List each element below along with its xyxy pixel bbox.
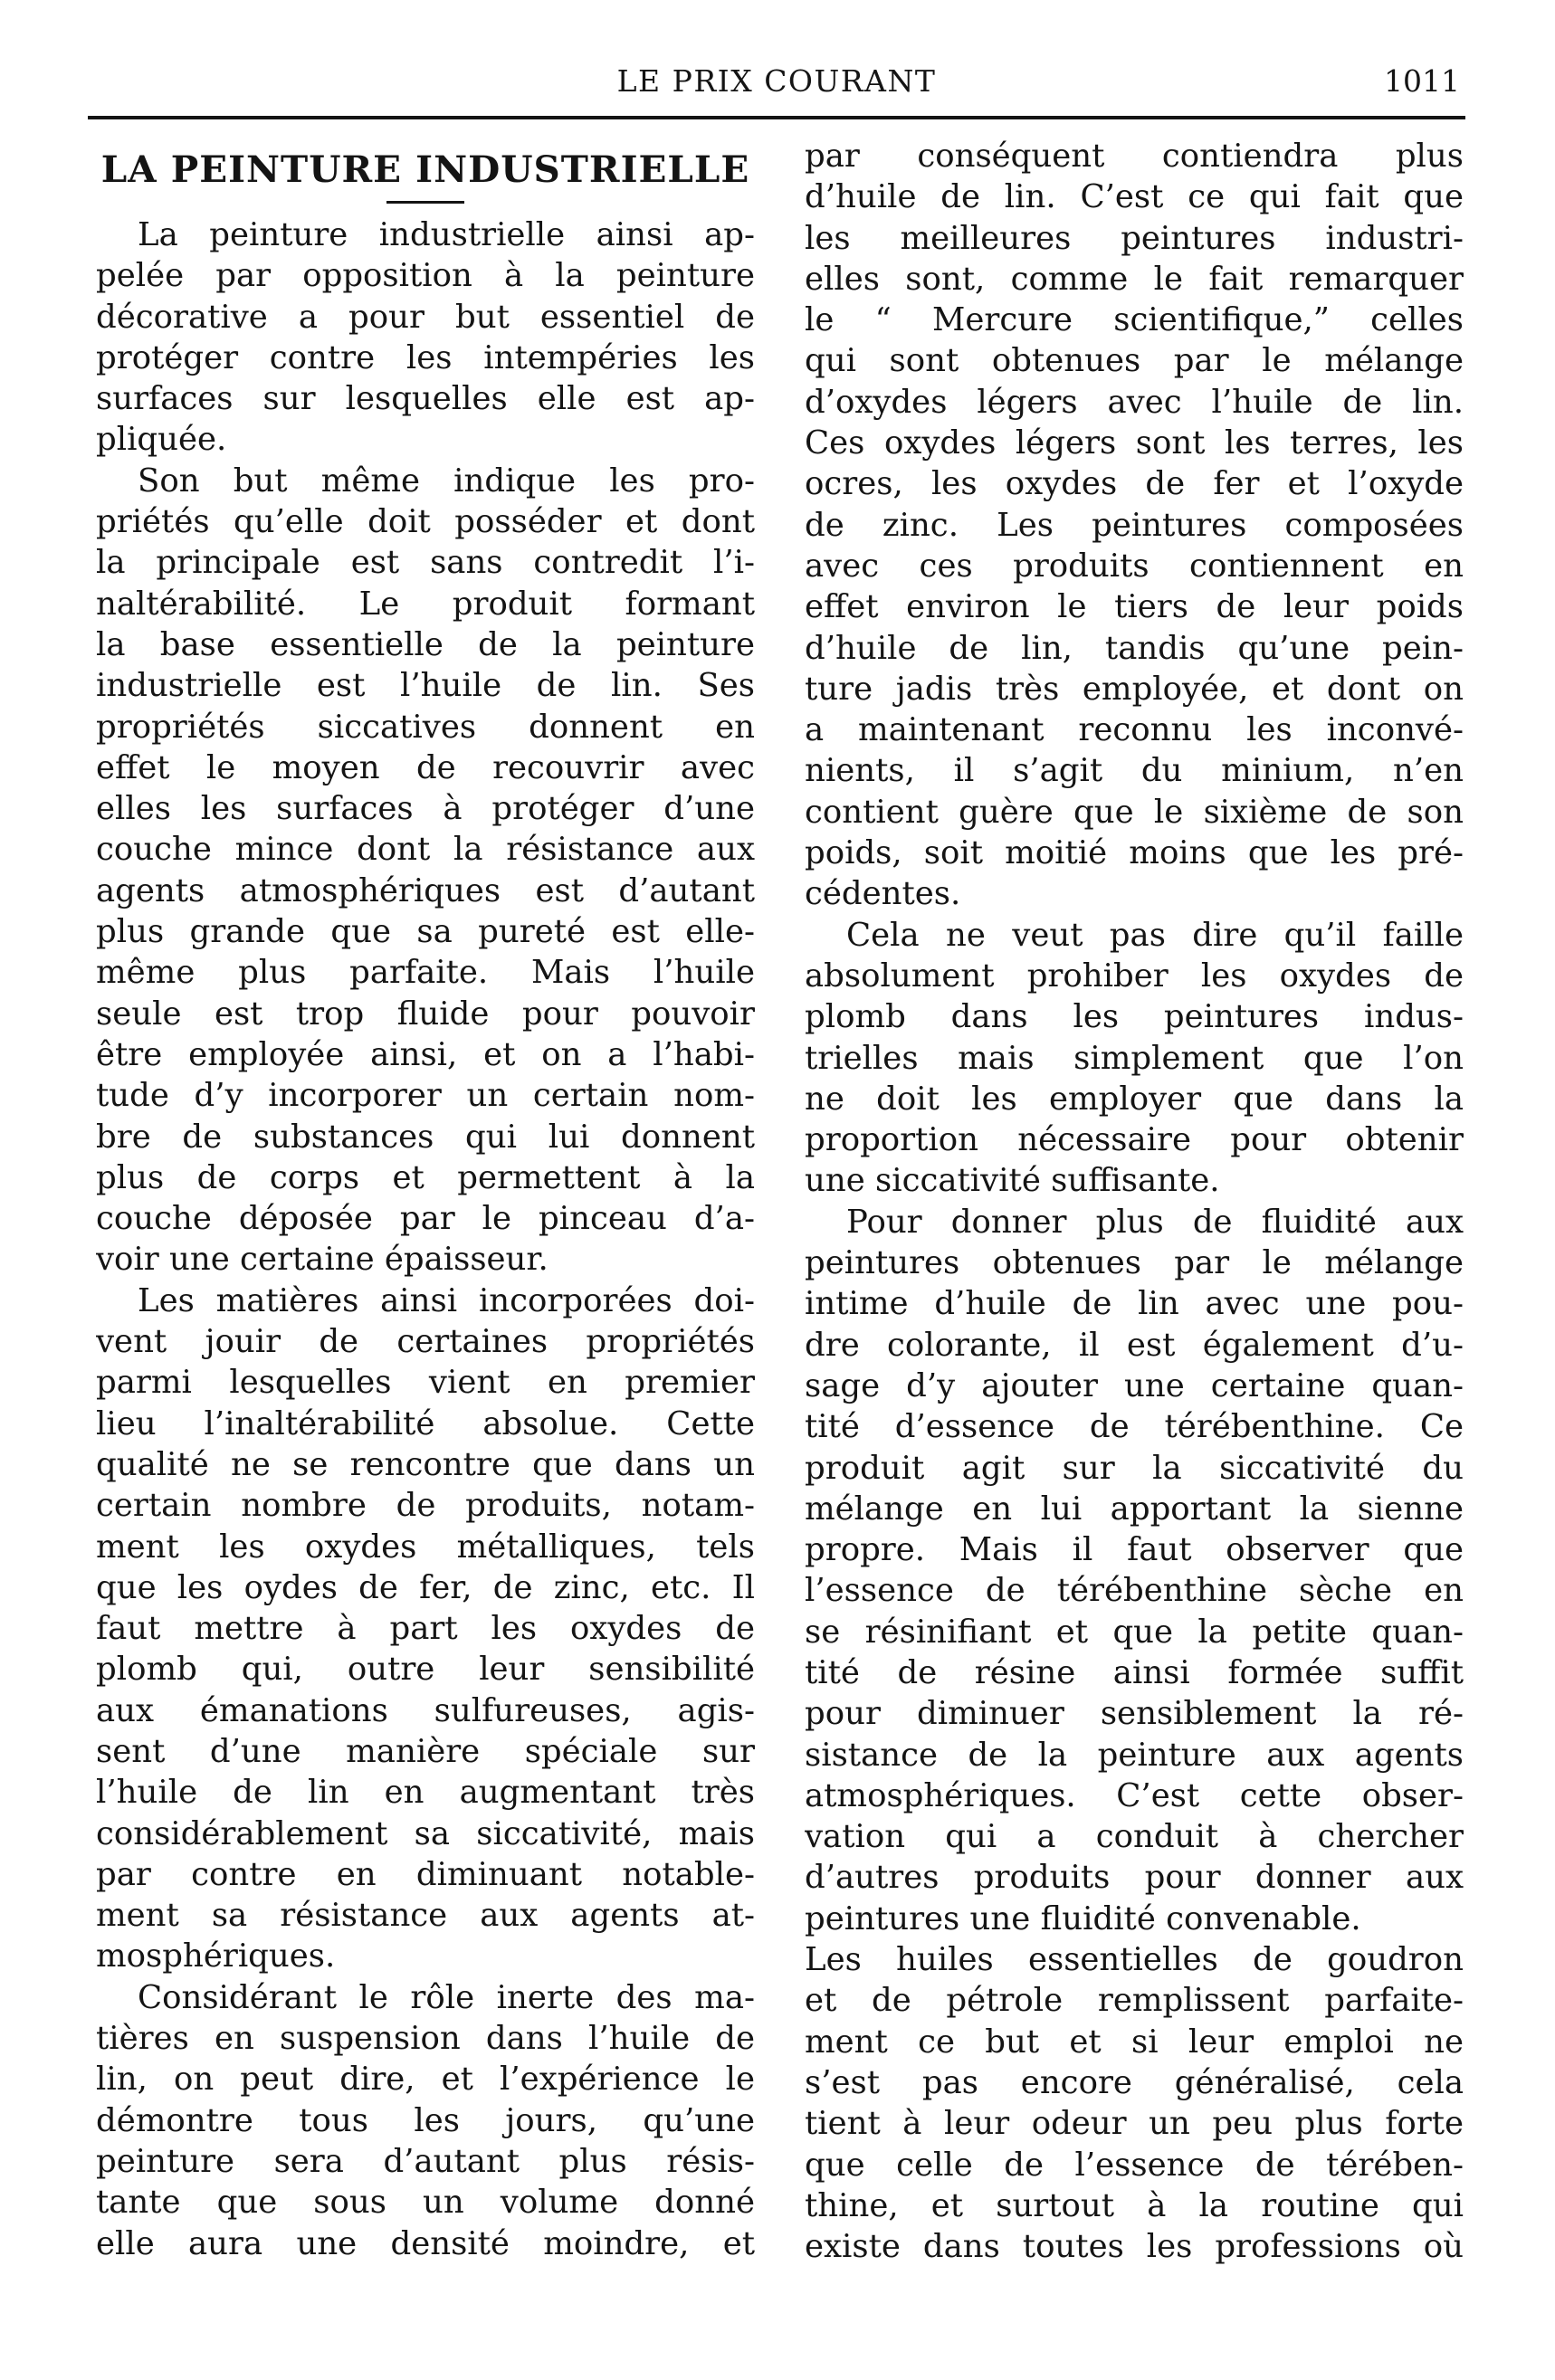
left-column-line: démontre tous les jours, qu’une xyxy=(96,2101,755,2139)
left-column-line: bre de substances qui lui donnent xyxy=(96,1118,755,1156)
right-column-line: se résinifiant et que la petite quan- xyxy=(805,1613,1464,1651)
left-column-line: surfaces sur lesquelles elle est ap- xyxy=(96,380,755,418)
right-column-line: pour diminuer sensiblement la ré- xyxy=(805,1695,1464,1733)
right-column-line: avec ces produits contiennent en xyxy=(805,547,1464,585)
right-column-line: qui sont obtenues par le mélange xyxy=(805,342,1464,380)
left-column-line: Son but même indique les pro- xyxy=(138,462,755,500)
right-column-line: et de pétrole remplissent parfaite- xyxy=(805,1982,1464,2020)
right-column-line: le “ Mercure scientifique,” celles xyxy=(805,301,1464,339)
right-column-line: que celle de l’essence de térében- xyxy=(805,2146,1464,2184)
right-column-line: une siccativité suffisante. xyxy=(805,1162,1220,1200)
right-column-line: tité d’essence de térébenthine. Ce xyxy=(805,1408,1464,1446)
right-column-line: plomb dans les peintures indus- xyxy=(805,998,1464,1036)
left-column-line: tante que sous un volume donné xyxy=(96,2184,755,2222)
header-rule xyxy=(88,116,1465,119)
right-column-line: les meilleures peintures industri- xyxy=(805,219,1464,257)
left-column-line: effet le moyen de recouvrir avec xyxy=(96,748,755,786)
right-column-line: mélange en lui apportant la sienne xyxy=(805,1490,1464,1528)
left-column-line: tude d’y incorporer un certain nom- xyxy=(96,1077,755,1115)
right-column-line: ne doit les employer que dans la xyxy=(805,1080,1464,1118)
left-column-line: l’huile de lin en augmentant très xyxy=(96,1774,755,1812)
running-title: LE PRIX COURANT xyxy=(616,63,937,99)
left-column-line: plus de corps et permettent à la xyxy=(96,1158,755,1196)
left-column-line: la principale est sans contredit l’i- xyxy=(96,544,755,582)
left-column-line: tières en suspension dans l’huile de xyxy=(96,2020,755,2058)
right-column-line: produit agit sur la siccativité du xyxy=(805,1449,1464,1487)
running-header xyxy=(88,56,1465,107)
right-column-line: par conséquent contiendra plus xyxy=(805,138,1464,175)
left-column-line: la base essentielle de la peinture xyxy=(96,625,755,663)
left-column-line: sent d’une manière spéciale sur xyxy=(96,1732,755,1770)
right-column-line: intime d’huile de lin avec une pou- xyxy=(805,1285,1464,1323)
left-column-line: protéger contre les intempéries les xyxy=(96,338,755,376)
left-column-line: elle aura une densité moindre, et xyxy=(96,2224,755,2262)
right-column-line: absolument prohiber les oxydes de xyxy=(805,957,1464,995)
left-column-line: faut mettre à part les oxydes de xyxy=(96,1610,755,1648)
right-column-line: l’essence de térébenthine sèche en xyxy=(805,1572,1464,1610)
right-column-line: sistance de la peinture aux agents xyxy=(805,1736,1464,1774)
left-column-line: être employée ainsi, et on a l’habi- xyxy=(96,1035,755,1073)
left-column-line: voir une certaine épaisseur. xyxy=(96,1241,549,1279)
left-column-line: aux émanations sulfureuses, agis- xyxy=(96,1691,755,1729)
right-column-line: Cela ne veut pas dire qu’il faille xyxy=(846,916,1464,954)
right-column-line: poids, soit moitié moins que les pré- xyxy=(805,834,1464,872)
left-column-line: plomb qui, outre leur sensibilité xyxy=(96,1651,755,1689)
right-column-line: d’huile de lin, tandis qu’une pein- xyxy=(805,629,1464,667)
right-column-line: elles sont, comme le fait remarquer xyxy=(805,260,1464,298)
right-column-line: ocres, les oxydes de fer et l’oxyde xyxy=(805,465,1464,503)
right-column-line: trielles mais simplement que l’on xyxy=(805,1039,1464,1077)
right-column-line: Les huiles essentielles de goudron xyxy=(805,1941,1464,1979)
left-column-line: que les oydes de fer, de zinc, etc. Il xyxy=(96,1568,755,1606)
right-column-line: thine, et surtout à la routine qui xyxy=(805,2186,1464,2224)
left-column-line: naltérabilité. Le produit formant xyxy=(96,585,755,623)
right-column-line: propre. Mais il faut observer que xyxy=(805,1531,1464,1569)
left-column-line: pelée par opposition à la peinture xyxy=(96,257,755,295)
left-column-line: propriétés siccatives donnent en xyxy=(96,708,755,746)
right-column-line: d’huile de lin. C’est ce qui fait que xyxy=(805,178,1464,216)
left-column-line: ment sa résistance aux agents at- xyxy=(96,1897,755,1935)
right-column-line: existe dans toutes les professions où xyxy=(805,2228,1464,2266)
right-column-line: sage d’y ajouter une certaine quan- xyxy=(805,1366,1464,1404)
left-column-line: ment les oxydes métalliques, tels xyxy=(96,1528,755,1566)
left-column xyxy=(96,136,755,2264)
left-column-line: qualité ne se rencontre que dans un xyxy=(96,1445,755,1483)
right-column-line: contient guère que le sixième de son xyxy=(805,793,1464,831)
right-column-line: ture jadis très employée, et dont on xyxy=(805,670,1464,708)
right-column-line: proportion nécessaire pour obtenir xyxy=(805,1121,1464,1159)
right-column-line: atmosphériques. C’est cette obser- xyxy=(805,1776,1464,1814)
left-column-line: par contre en diminuant notable- xyxy=(96,1855,755,1893)
left-column-line: industrielle est l’huile de lin. Ses xyxy=(96,667,755,705)
left-column-line: couche déposée par le pinceau d’a- xyxy=(96,1200,755,1238)
right-column-line: a maintenant reconnu les inconvé- xyxy=(805,711,1464,749)
left-column-line: pliquée. xyxy=(96,421,227,459)
left-column-line: certain nombre de produits, notam- xyxy=(96,1487,755,1525)
left-column-line: mosphériques. xyxy=(96,1937,336,1975)
right-column-line: Pour donner plus de fluidité aux xyxy=(846,1203,1464,1241)
right-column-line: peintures une fluidité convenable. xyxy=(805,1899,1361,1937)
left-column-line: peinture sera d’autant plus résis- xyxy=(96,2142,755,2180)
left-column-line: elles les surfaces à protéger d’une xyxy=(96,790,755,828)
page-number: 1011 xyxy=(1384,63,1460,99)
right-column-line: nients, il s’agit du minium, n’en xyxy=(805,752,1464,790)
right-column xyxy=(805,136,1464,2267)
left-column-line: décorative a pour but essentiel de xyxy=(96,298,755,336)
right-column-line: d’oxydes légers avec l’huile de lin. xyxy=(805,383,1464,421)
title-separator-dash xyxy=(386,201,464,204)
left-column-line: plus grande que sa pureté est elle- xyxy=(96,913,755,951)
right-column-line: tient à leur odeur un peu plus forte xyxy=(805,2105,1464,2143)
left-column-line: Les matières ainsi incorporées doi- xyxy=(138,1281,755,1319)
left-column-line: agents atmosphériques est d’autant xyxy=(96,871,755,909)
article-title: LA PEINTURE INDUSTRIELLE xyxy=(100,148,750,191)
right-column-line: effet environ le tiers de leur poids xyxy=(805,588,1464,626)
left-column-line: parmi lesquelles vient en premier xyxy=(96,1364,755,1402)
left-column-line: couche mince dont la résistance aux xyxy=(96,831,755,869)
right-column-line: ment ce but et si leur emploi ne xyxy=(805,2023,1464,2061)
left-column-line: La peinture industrielle ainsi ap- xyxy=(138,216,755,253)
right-column-line: de zinc. Les peintures composées xyxy=(805,506,1464,544)
left-column-line: priétés qu’elle doit posséder et dont xyxy=(96,503,755,541)
right-column-line: Ces oxydes légers sont les terres, les xyxy=(805,424,1464,462)
right-column-line: d’autres produits pour donner aux xyxy=(805,1859,1464,1897)
left-column-line: considérablement sa siccativité, mais xyxy=(96,1814,755,1852)
left-column-line: lin, on peut dire, et l’expérience le xyxy=(96,2061,755,2099)
left-column-line: lieu l’inaltérabilité absolue. Cette xyxy=(96,1404,755,1442)
left-column-line: même plus parfaite. Mais l’huile xyxy=(96,954,755,992)
right-column-line: vation qui a conduit à chercher xyxy=(805,1818,1464,1856)
right-column-line: dre colorante, il est également d’u- xyxy=(805,1326,1464,1364)
right-column-line: cédentes. xyxy=(805,875,961,913)
right-column-line: s’est pas encore généralisé, cela xyxy=(805,2063,1464,2101)
right-column-line: peintures obtenues par le mélange xyxy=(805,1244,1464,1282)
left-column-line: Considérant le rôle inerte des ma- xyxy=(138,1978,755,2016)
left-column-line: vent jouir de certaines propriétés xyxy=(96,1323,755,1361)
left-column-line: seule est trop fluide pour pouvoir xyxy=(96,995,755,1033)
right-column-line: tité de résine ainsi formée suffit xyxy=(805,1653,1464,1691)
